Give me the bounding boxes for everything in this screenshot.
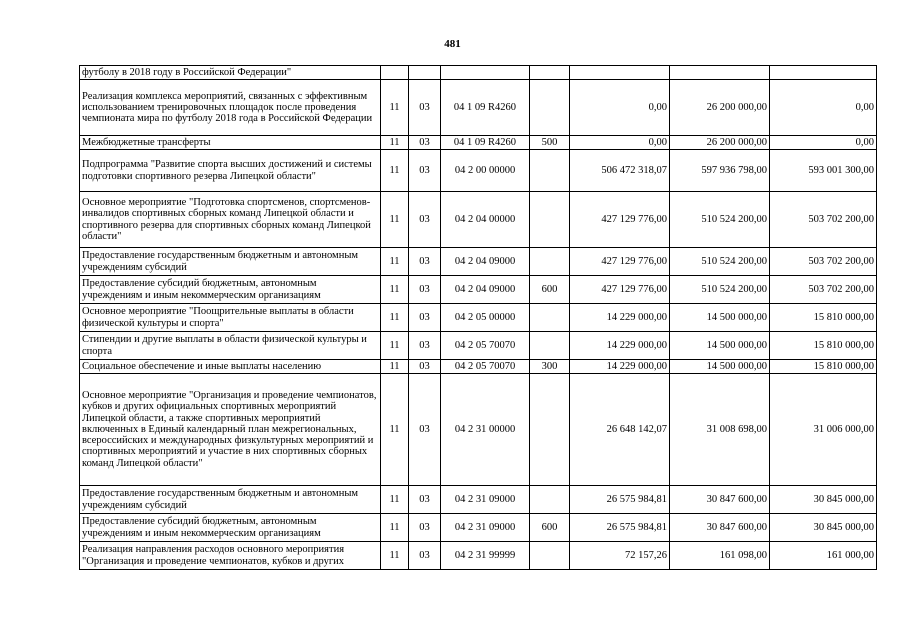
amount-year-3: 15 810 000,00 <box>770 360 877 374</box>
amount-year-2: 26 200 000,00 <box>670 80 770 136</box>
amount-year-1: 427 129 776,00 <box>570 192 670 248</box>
amount-year-3: 30 845 000,00 <box>770 514 877 542</box>
amount-year-1: 427 129 776,00 <box>570 248 670 276</box>
subsection-code: 03 <box>409 542 441 570</box>
section-code: 11 <box>381 276 409 304</box>
subsection-code: 03 <box>409 136 441 150</box>
expense-type-code: 300 <box>530 360 570 374</box>
row-name: Основное мероприятие "Подготовка спортсменов, спортсменов-инвалидов спортивных сборных команд Липецкой области и спортивного резерва для спортивных сборных команд Липецкой области" <box>80 192 381 248</box>
amount-year-2: 14 500 000,00 <box>670 360 770 374</box>
subsection-code: 03 <box>409 304 441 332</box>
subsection-code: 03 <box>409 486 441 514</box>
section-code: 11 <box>381 360 409 374</box>
subsection-code: 03 <box>409 80 441 136</box>
subsection-code: 03 <box>409 360 441 374</box>
row-name: футболу в 2018 году в Российской Федерации" <box>80 66 381 80</box>
budget-table <box>79 65 877 570</box>
subsection-code: 03 <box>409 332 441 360</box>
amount-year-3: 15 810 000,00 <box>770 332 877 360</box>
table-row <box>80 486 877 514</box>
amount-year-1: 26 575 984,81 <box>570 514 670 542</box>
amount-year-3: 503 702 200,00 <box>770 248 877 276</box>
target-article-code <box>441 66 530 80</box>
row-name: Предоставление государственным бюджетным и автономным учреждениям субсидий <box>80 486 381 514</box>
section-code: 11 <box>381 374 409 486</box>
table-row <box>80 276 877 304</box>
amount-year-3: 0,00 <box>770 136 877 150</box>
amount-year-1: 14 229 000,00 <box>570 304 670 332</box>
expense-type-code <box>530 66 570 80</box>
amount-year-3: 30 845 000,00 <box>770 486 877 514</box>
table-row <box>80 514 877 542</box>
expense-type-code <box>530 192 570 248</box>
row-name: Основное мероприятие "Поощрительные выплаты в области физической культуры и спорта" <box>80 304 381 332</box>
expense-type-code <box>530 374 570 486</box>
row-name: Предоставление субсидий бюджетным, автономным учреждениям и иным некоммерческим организациям <box>80 276 381 304</box>
amount-year-1: 14 229 000,00 <box>570 332 670 360</box>
amount-year-2: 14 500 000,00 <box>670 304 770 332</box>
target-article-code: 04 2 31 09000 <box>441 514 530 542</box>
subsection-code: 03 <box>409 514 441 542</box>
amount-year-1: 72 157,26 <box>570 542 670 570</box>
amount-year-1: 427 129 776,00 <box>570 276 670 304</box>
expense-type-code: 600 <box>530 514 570 542</box>
amount-year-1: 0,00 <box>570 136 670 150</box>
subsection-code: 03 <box>409 248 441 276</box>
target-article-code: 04 2 31 00000 <box>441 374 530 486</box>
target-article-code: 04 2 04 09000 <box>441 276 530 304</box>
amount-year-1 <box>570 66 670 80</box>
amount-year-1: 26 575 984,81 <box>570 486 670 514</box>
amount-year-3: 161 000,00 <box>770 542 877 570</box>
amount-year-1: 26 648 142,07 <box>570 374 670 486</box>
target-article-code: 04 1 09 R4260 <box>441 80 530 136</box>
amount-year-3 <box>770 66 877 80</box>
section-code: 11 <box>381 542 409 570</box>
amount-year-2: 30 847 600,00 <box>670 514 770 542</box>
amount-year-3: 503 702 200,00 <box>770 192 877 248</box>
table-row <box>80 136 877 150</box>
target-article-code: 04 2 05 70070 <box>441 360 530 374</box>
target-article-code: 04 2 04 00000 <box>441 192 530 248</box>
amount-year-1: 0,00 <box>570 80 670 136</box>
amount-year-2: 26 200 000,00 <box>670 136 770 150</box>
amount-year-2: 510 524 200,00 <box>670 276 770 304</box>
expense-type-code <box>530 248 570 276</box>
table-row <box>80 332 877 360</box>
amount-year-2: 510 524 200,00 <box>670 248 770 276</box>
table-row <box>80 374 877 486</box>
amount-year-2: 14 500 000,00 <box>670 332 770 360</box>
amount-year-1: 14 229 000,00 <box>570 360 670 374</box>
table-row <box>80 248 877 276</box>
target-article-code: 04 2 05 70070 <box>441 332 530 360</box>
amount-year-3: 0,00 <box>770 80 877 136</box>
subsection-code <box>409 66 441 80</box>
section-code <box>381 66 409 80</box>
row-name: Реализация комплекса мероприятий, связанных с эффективным использованием тренировочных площадок после проведения чемпионата мира по футболу 2018 года в Российской Федерации <box>80 80 381 136</box>
row-name: Реализация направления расходов основного мероприятия "Организация и проведение чемпионатов, кубков и других <box>80 542 381 570</box>
target-article-code: 04 2 00 00000 <box>441 150 530 192</box>
amount-year-3: 31 006 000,00 <box>770 374 877 486</box>
subsection-code: 03 <box>409 192 441 248</box>
row-name: Стипендии и другие выплаты в области физической культуры и спорта <box>80 332 381 360</box>
section-code: 11 <box>381 486 409 514</box>
page-number: 481 <box>444 38 461 50</box>
table-row <box>80 150 877 192</box>
section-code: 11 <box>381 248 409 276</box>
section-code: 11 <box>381 514 409 542</box>
section-code: 11 <box>381 150 409 192</box>
expense-type-code <box>530 332 570 360</box>
section-code: 11 <box>381 332 409 360</box>
expense-type-code: 600 <box>530 276 570 304</box>
subsection-code: 03 <box>409 276 441 304</box>
target-article-code: 04 2 05 00000 <box>441 304 530 332</box>
row-name: Основное мероприятие "Организация и проведение чемпионатов, кубков и других официальных спортивных мероприятий Липецкой области, а также спортивных мероприятий включенных в Единый календарный план межрегиональных, всероссийских и международных физкультурных мероприятий и спортивных мероприятий и участие в них спортивных сборных команд Липецкой области" <box>80 374 381 486</box>
table-row <box>80 360 877 374</box>
amount-year-2: 31 008 698,00 <box>670 374 770 486</box>
expense-type-code <box>530 542 570 570</box>
table-row <box>80 66 877 80</box>
amount-year-2: 30 847 600,00 <box>670 486 770 514</box>
expense-type-code <box>530 304 570 332</box>
section-code: 11 <box>381 192 409 248</box>
subsection-code: 03 <box>409 374 441 486</box>
amount-year-2: 597 936 798,00 <box>670 150 770 192</box>
expense-type-code: 500 <box>530 136 570 150</box>
section-code: 11 <box>381 80 409 136</box>
target-article-code: 04 2 31 99999 <box>441 542 530 570</box>
table-row <box>80 80 877 136</box>
target-article-code: 04 2 31 09000 <box>441 486 530 514</box>
expense-type-code <box>530 486 570 514</box>
table-row <box>80 304 877 332</box>
expense-type-code <box>530 150 570 192</box>
row-name: Межбюджетные трансферты <box>80 136 381 150</box>
row-name: Подпрограмма "Развитие спорта высших достижений и системы подготовки спортивного резерва Липецкой области" <box>80 150 381 192</box>
amount-year-3: 15 810 000,00 <box>770 304 877 332</box>
amount-year-2: 510 524 200,00 <box>670 192 770 248</box>
table-row <box>80 192 877 248</box>
section-code: 11 <box>381 304 409 332</box>
expense-type-code <box>530 80 570 136</box>
row-name: Социальное обеспечение и иные выплаты населению <box>80 360 381 374</box>
amount-year-3: 503 702 200,00 <box>770 276 877 304</box>
target-article-code: 04 1 09 R4260 <box>441 136 530 150</box>
amount-year-2: 161 098,00 <box>670 542 770 570</box>
section-code: 11 <box>381 136 409 150</box>
subsection-code: 03 <box>409 150 441 192</box>
amount-year-3: 593 001 300,00 <box>770 150 877 192</box>
target-article-code: 04 2 04 09000 <box>441 248 530 276</box>
amount-year-2 <box>670 66 770 80</box>
table-row <box>80 542 877 570</box>
row-name: Предоставление государственным бюджетным и автономным учреждениям субсидий <box>80 248 381 276</box>
amount-year-1: 506 472 318,07 <box>570 150 670 192</box>
row-name: Предоставление субсидий бюджетным, автономным учреждениям и иным некоммерческим организациям <box>80 514 381 542</box>
